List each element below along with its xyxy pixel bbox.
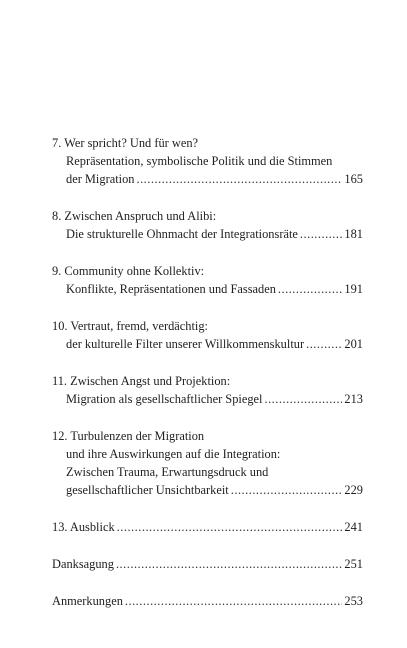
chapter-subtitle-line: der kulturelle Filter unserer Willkommenskultur xyxy=(66,337,305,351)
chapter-subtitle-line: Migration als gesellschaftlicher Spiegel xyxy=(66,392,263,406)
chapter-subtitle-line: und ihre Auswirkungen auf die Integration: xyxy=(66,447,281,461)
dot-leader xyxy=(136,170,342,188)
chapter-title: 9. Community ohne Kollektiv: xyxy=(52,264,205,278)
chapter-leader-line xyxy=(52,280,363,298)
chapter-subtitle-line: Konflikte, Repräsentationen und Fassaden xyxy=(66,282,276,296)
toc-entry-chapter-13 xyxy=(52,518,363,536)
toc-entry-notes xyxy=(52,592,363,610)
chapter-subtitle-line: Die strukturelle Ohnmacht der Integrationsräte xyxy=(66,227,298,241)
page-number: 191 xyxy=(344,282,363,296)
dot-leader xyxy=(300,225,343,243)
toc-entry-chapter-7 xyxy=(52,134,363,188)
page-number: 229 xyxy=(344,483,363,497)
chapter-title: 10. Vertraut, fremd, verdächtig: xyxy=(52,319,208,333)
chapter-title: 8. Zwischen Anspruch und Alibi: xyxy=(52,209,217,223)
dot-leader xyxy=(117,518,343,536)
chapter-subtitle-line: der Migration xyxy=(66,172,135,186)
dot-leader xyxy=(264,390,342,408)
chapter-subtitle-line: Zwischen Trauma, Erwartungsdruck und xyxy=(66,465,269,479)
toc-entry-chapter-9 xyxy=(52,262,363,298)
toc-entry-chapter-10 xyxy=(52,317,363,353)
chapter-leader-line xyxy=(52,225,363,243)
page-number: 251 xyxy=(344,557,363,571)
chapter-leader-line xyxy=(52,335,363,353)
dot-leader xyxy=(278,280,343,298)
chapter-leader-line xyxy=(52,518,363,536)
dot-leader xyxy=(306,335,342,353)
chapter-title: Anmerkungen xyxy=(52,594,123,608)
chapter-title: Danksagung xyxy=(52,557,114,571)
toc-entry-chapter-8 xyxy=(52,207,363,243)
page-number: 181 xyxy=(344,227,363,241)
dot-leader xyxy=(231,481,343,499)
chapter-title: 12. Turbulenzen der Migration xyxy=(52,429,205,443)
chapter-title: 11. Zwischen Angst und Projektion: xyxy=(52,374,231,388)
page-number: 165 xyxy=(344,172,363,186)
chapter-title: 7. Wer spricht? Und für wen? xyxy=(52,136,199,150)
page-number: 241 xyxy=(344,520,363,534)
dot-leader xyxy=(125,592,343,610)
page-number: 201 xyxy=(344,337,363,351)
chapter-subtitle-line: Repräsentation, symbolische Politik und die Stimmen xyxy=(66,154,333,168)
chapter-leader-line xyxy=(52,592,363,610)
toc-entry-chapter-12 xyxy=(52,427,363,499)
page-number: 213 xyxy=(344,392,363,406)
page-number: 253 xyxy=(344,594,363,608)
table-of-contents xyxy=(52,134,363,610)
chapter-title: 13. Ausblick xyxy=(52,520,115,534)
toc-entry-acknowledgements xyxy=(52,555,363,573)
chapter-leader-line xyxy=(52,481,363,499)
chapter-leader-line xyxy=(52,170,363,188)
chapter-leader-line xyxy=(52,390,363,408)
chapter-leader-line xyxy=(52,555,363,573)
chapter-subtitle-line: gesellschaftlicher Unsichtbarkeit xyxy=(66,483,229,497)
toc-entry-chapter-11 xyxy=(52,372,363,408)
dot-leader xyxy=(116,555,342,573)
